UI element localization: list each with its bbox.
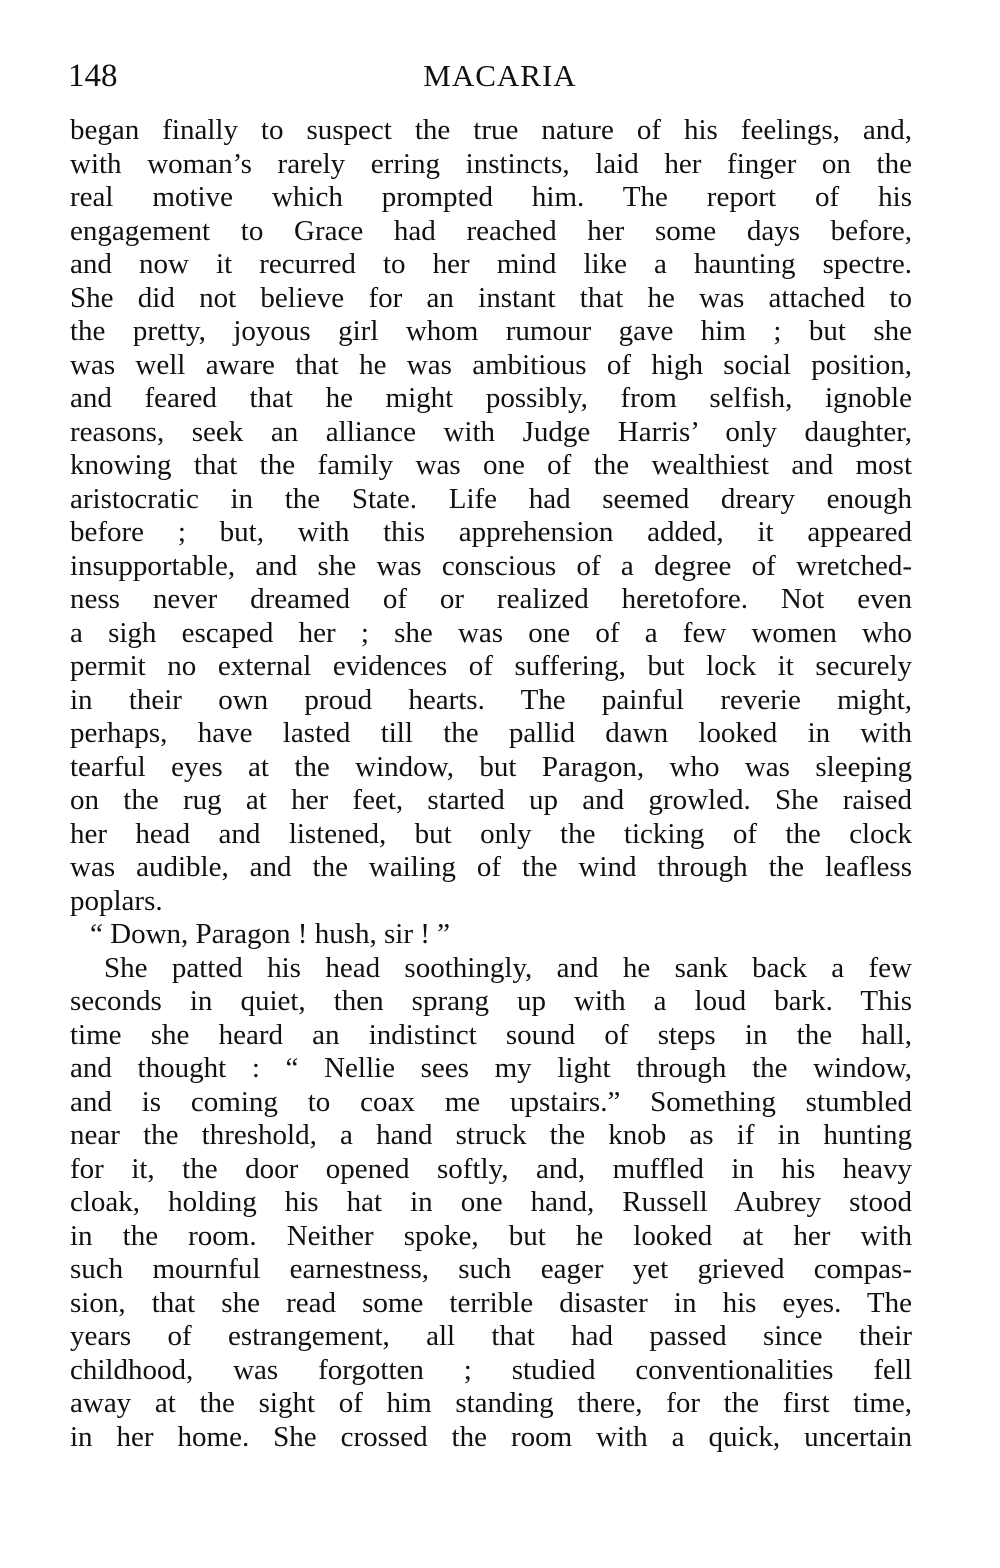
text-line: She patted his head soothingly, and he sank back a few [104,951,912,984]
text-line: poplars. [70,884,163,917]
text-line: permit no external evidences of suffering, but lock it securely [70,650,912,682]
text-line: and is coming to coax me upstairs.” Something stumbled [70,1085,912,1118]
text-line: and feared that he might possibly, from selfish, ignoble [70,382,912,414]
text-line: seconds in quiet, then sprang up with a loud bark. This [70,985,912,1017]
text-line: was audible, and the wailing of the wind through the leafless [70,851,912,883]
text-line: years of estrangement, all that had passed since their [70,1320,912,1352]
text-line: knowing that the family was one of the wealthiest and most [70,449,912,481]
text-line: her head and listened, but only the ticking of the clock [70,817,912,850]
text-line: tearful eyes at the window, but Paragon, who was sleeping [70,750,912,783]
text-line: reasons, seek an alliance with Judge Harris’ only daughter, [70,415,912,448]
text-line: “ Down, Paragon ! hush, sir ! ” [90,918,451,950]
text-line: engagement to Grace had reached her some days before, [70,214,912,247]
text-line: She did not believe for an instant that he was attached to [70,281,912,314]
running-title: MACARIA [423,58,577,93]
text-line: in the room. Neither spoke, but he looked at her with [70,1219,912,1252]
text-line: childhood, was forgotten ; studied conventionalities fell [70,1353,912,1386]
text-line: the pretty, joyous girl whom rumour gave him ; but she [70,315,912,347]
body-text [70,114,912,1454]
text-line: in her home. She crossed the room with a quick, uncertain [70,1420,912,1453]
page-number: 148 [68,58,118,94]
text-line: real motive which prompted him. The report of his [70,181,912,213]
text-line: before ; but, with this apprehension added, it appeared [70,516,912,548]
text-line: and now it recurred to her mind like a haunting spectre. [70,248,912,280]
text-line: began finally to suspect the true nature of his feelings, and, [70,114,912,146]
text-line: for it, the door opened softly, and, muffled in his heavy [70,1152,912,1185]
text-line: cloak, holding his hat in one hand, Russell Aubrey stood [70,1186,912,1218]
text-line: perhaps, have lasted till the pallid dawn looked in with [70,717,912,749]
text-line: in their own proud hearts. The painful reverie might, [70,683,912,716]
text-line: insupportable, and she was conscious of a degree of wretched- [70,549,912,582]
text-line: sion, that she read some terrible disaster in his eyes. The [70,1286,912,1319]
text-line: and thought : “ Nellie sees my light through the window, [70,1052,912,1084]
text-line: time she heard an indistinct sound of steps in the hall, [70,1018,912,1051]
text-line: away at the sight of him standing there, for the first time, [70,1387,912,1419]
text-line: with woman’s rarely erring instincts, laid her finger on the [70,147,912,180]
text-line: ness never dreamed of or realized heretofore. Not even [70,583,912,615]
text-line: near the threshold, a hand struck the knob as if in hunting [70,1119,912,1151]
text-line: such mournful earnestness, such eager yet grieved compas- [70,1253,912,1285]
text-line: on the rug at her feet, started up and growled. She raised [70,784,912,816]
text-line: aristocratic in the State. Life had seemed dreary enough [70,482,912,515]
text-line: was well aware that he was ambitious of high social position, [70,348,912,381]
text-line: a sigh escaped her ; she was one of a few women who [70,616,912,649]
